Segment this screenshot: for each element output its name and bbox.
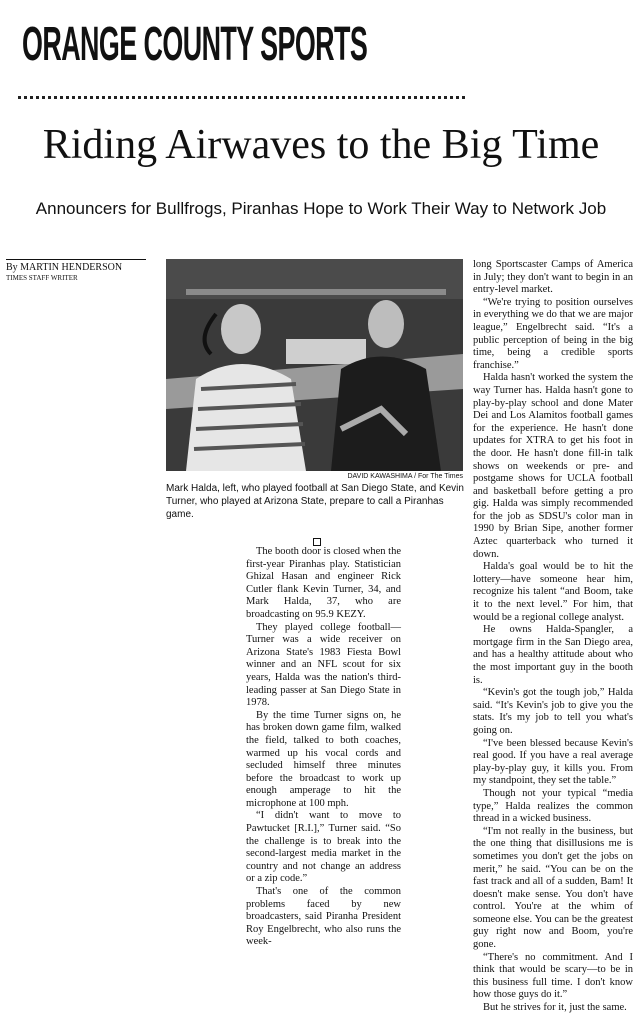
article-column-middle [246,546,401,949]
article-paragraph: But he strives for it, just the same. [483,1002,627,1014]
article-paragraph: “I've been blessed because Kevin's real good. If you have a real average play-by-play guy, it kills you. From my standpoint, they set the table.” [473,737,633,787]
article-paragraph: Halda hasn't worked the system the way Turner has. Halda hasn't gone to play-by-play school and done Mater Dei and Los Alamitos football games for the experience. He hasn't done updates for XTRA to get his foot in the door. He hasn't done fill-in talk shows on weekends or pre- and postgame shows for UCLA football and basketball before getting a pro gig. Halda was simply recommended for the job as SDSU's color man in 1990 by Brian Sipe, another former Aztec quarterback who turned it down. [473,372,633,560]
byline-title: TIMES STAFF WRITER [6,274,78,282]
byline [6,262,156,284]
article-paragraph: “Kevin's got the tough job,” Halda said. “It's Kevin's job to give you the stats. It's my job to tell you what's going on. [473,687,633,736]
photo-credit: DAVID KAWASHIMA / For The Times [347,473,463,480]
byline-author: By MARTIN HENDERSON [6,262,123,273]
article-column-right [473,259,633,1015]
photo-equipment [286,339,366,364]
article-paragraph: By the time Turner signs on, he has broken down game film, walked the field, talked to both coaches, warmed up his vocal cords and secluded himself three minutes before the broadcast to work up enough amperage to hit the microphone at 100 mph. [246,709,401,809]
article-paragraph: Halda's goal would be to hit the lottery—have someone hear him, recognize his talent “and Boom, take it to the next level.” For him, that would be a regional college analyst. [473,561,633,623]
article-paragraph: long Sportscaster Camps of America in July; they don't want to begin in an entry-level market. [473,259,633,296]
byline-rule [6,259,146,260]
article-paragraph: “There's no commitment. And I think that would be scary—to be in this business full time. I don't know how those guys do it.” [473,951,633,1001]
article-paragraph: They played college football—Turner was a wide receiver on Arizona State's 1983 Fiesta Bowl winner and an NFL scout for six years, Halda was the nation's third-leading passer at San Diego State in 1978. [246,621,401,709]
article-paragraph: “We're trying to position ourselves in everything we do that we are major league,” Engelbrecht said. “It's a public perception of being in the big time, being a credible sports franchise.” [473,296,633,371]
photo-caption: Mark Halda, left, who played football at San Diego State, and Kevin Turner, who played at Arizona State, prepare to call a Piranhas game. [166,483,464,520]
subhead: Announcers for Bullfrogs, Piranhas Hope to Work Their Way to Network Job [35,199,607,218]
section-title: ORANGE COUNTY SPORTS [22,18,368,71]
section-dingbat [313,538,321,546]
news-photo [166,259,463,471]
headline: Riding Airwaves to the Big Time [42,122,600,168]
dotted-rule [18,96,465,99]
article-paragraph: “I didn't want to move to Pawtucket [R.I.],” Turner said. “So the challenge is to break into the second-largest media market in the country and not change an address or a zip code.” [246,810,401,885]
article-paragraph: He owns Halda-Spangler, a mortgage firm in the San Diego area, and has a healthy attitude about who the most important guy in the booth is. [473,624,633,686]
article-paragraph: Though not your typical “media type,” Halda realizes the common thread in a wicked business. [473,787,633,825]
article-paragraph: That's one of the common problems faced by new broadcasters, said Piranha President Roy Engelbrecht, who also runs the week- [246,886,401,948]
article-paragraph: “I'm not really in the business, but the one thing that disillusions me is sometimes you don't get the jobs on merit,” he said. “You can be on the fast track and all of a sudden, Bam! It doesn't make sense. You don't have control. You're at the whim of someone else. You can be the greatest guy right now and Boom, you're gone. [473,825,633,951]
article-paragraph: The booth door is closed when the first-year Piranhas play. Statistician Ghizal Hasan and engineer Rick Cutler flank Kevin Turner, 34, and Mark Halda, 37, who are broadcasting on 95.9 KEZY. [246,546,401,620]
photo-window-frame [186,289,446,295]
